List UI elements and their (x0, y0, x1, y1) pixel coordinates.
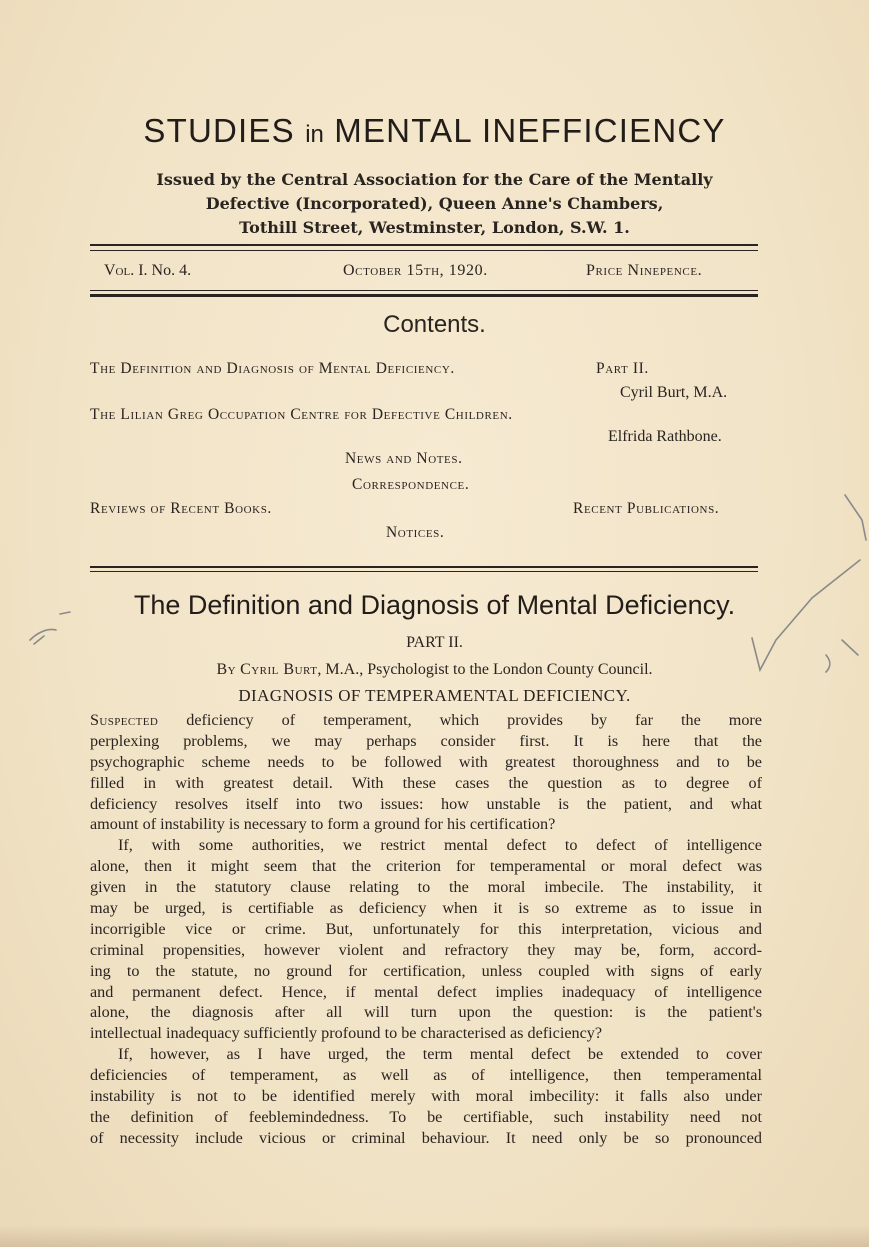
pencil-tick-left (60, 612, 70, 614)
pencil-stroke-right-1 (845, 495, 866, 540)
body-line-14: and permanent defect. Hence, if mental defect implies inadequacy of intelligence (90, 982, 762, 1001)
pencil-checkmark (752, 560, 860, 670)
body-line-21: of necessity include vicious or criminal behaviour. It need only be so pronounced (90, 1128, 762, 1147)
body-line-7: If, with some authorities, we restrict mental defect to defect of intelligence (118, 836, 762, 855)
toc-item-3: News and Notes. (345, 450, 463, 467)
body-line-20: the definition of feeblemindedness. To be certifiable, such instability need not (90, 1107, 762, 1126)
toc-item-2-title: The Lilian Greg Occupation Centre for Defective Children. (90, 406, 513, 423)
issued-line-3: Tothill Street, Westminster, London, S.W. 1. (239, 218, 630, 237)
body-line-8: alone, then it might seem that the criterion for temperamental or moral defect was (90, 857, 762, 876)
body-line-13: ing to the statute, no ground for certification, unless coupled with signs of early (90, 961, 762, 980)
toc-item-4: Correspondence. (352, 476, 470, 493)
pencil-stroke-right-3 (826, 655, 830, 672)
toc-item-2-author: Elfrida Rathbone. (608, 428, 722, 445)
issue-volume: Vol. I. (104, 262, 148, 279)
article-part: PART II. (406, 634, 463, 651)
toc-item-6: Recent Publications. (573, 500, 720, 517)
section-heading: DIAGNOSIS OF TEMPERAMENTAL DEFICIENCY. (238, 686, 631, 705)
toc-item-1-title: The Definition and Diagnosis of Mental Deficiency. (90, 360, 455, 377)
body-line-4: filled in with greatest detail. With these cases the question as to degree of (90, 773, 762, 792)
first-word: Suspected (90, 711, 159, 729)
body-line-1-text: deficiency of temperament, which provides by far the more (186, 711, 762, 729)
body-line-19: instability is not to be identified merely with moral imbecility: it falls also under (90, 1087, 762, 1106)
issued-line-1: Issued by the Central Association for the Care of the Mentally (156, 170, 713, 189)
body-line-11: incorrigible vice or crime. But, unfortunately for this interpretation, vicious and (90, 919, 762, 938)
body-line-9: given in the statutory clause relating to the moral imbecile. The instability, it (90, 878, 762, 897)
body-line-18: deficiencies of temperament, as well as of intelligence, then temperamental (90, 1066, 762, 1085)
pencil-stroke-right-2 (842, 640, 858, 655)
body-line-15: alone, the diagnosis after all will turn upon the question: is the patient's (90, 1003, 762, 1022)
title-part1: STUDIES (143, 112, 295, 149)
body-line-10: may be urged, is certifiable as deficiency when it is so extreme as to issue in (90, 899, 762, 918)
issue-number: No. 4. (151, 262, 192, 279)
body-line-6: amount of instability is necessary to form a ground for his certification? (90, 815, 556, 834)
byline-rest: , M.A., Psychologist to the London County Council. (317, 661, 653, 678)
issue-price: Price Ninepence. (586, 262, 703, 279)
body-line-3: psychographic scheme needs to be followed with greatest thoroughness and to be (90, 752, 762, 771)
body-line-17: If, however, as I have urged, the term mental defect be extended to cover (118, 1045, 762, 1064)
pencil-stroke-left (30, 629, 56, 644)
title-in: in (305, 121, 324, 148)
body-line-2: perplexing problems, we may perhaps consider first. It is here that the (90, 731, 762, 750)
toc-item-1-part: Part II. (596, 360, 649, 377)
contents-heading: Contents. (383, 311, 486, 338)
title-part2: MENTAL INEFFICIENCY (334, 112, 726, 149)
byline-by: By (216, 661, 237, 678)
body-line-12: criminal propensities, however violent and refractory they may be, form, accord- (90, 940, 762, 959)
article-title: The Definition and Diagnosis of Mental Deficiency. (133, 590, 736, 620)
body-line-5: deficiency resolves itself into two issues: how unstable is the patient, and what (90, 794, 762, 813)
issue-date: October 15th, 1920. (343, 262, 488, 279)
toc-item-5: Reviews of Recent Books. (90, 500, 272, 517)
page-bottom-edge (0, 1225, 869, 1247)
toc-item-1-author: Cyril Burt, M.A. (620, 384, 728, 401)
issued-line-2: Defective (Incorporated), Queen Anne's Chambers, (205, 194, 664, 213)
toc-item-7: Notices. (386, 524, 445, 541)
body-line-16: intellectual inadequacy sufficiently profound to be characterised as deficiency? (90, 1024, 603, 1043)
byline-author: Cyril Burt (240, 661, 318, 678)
